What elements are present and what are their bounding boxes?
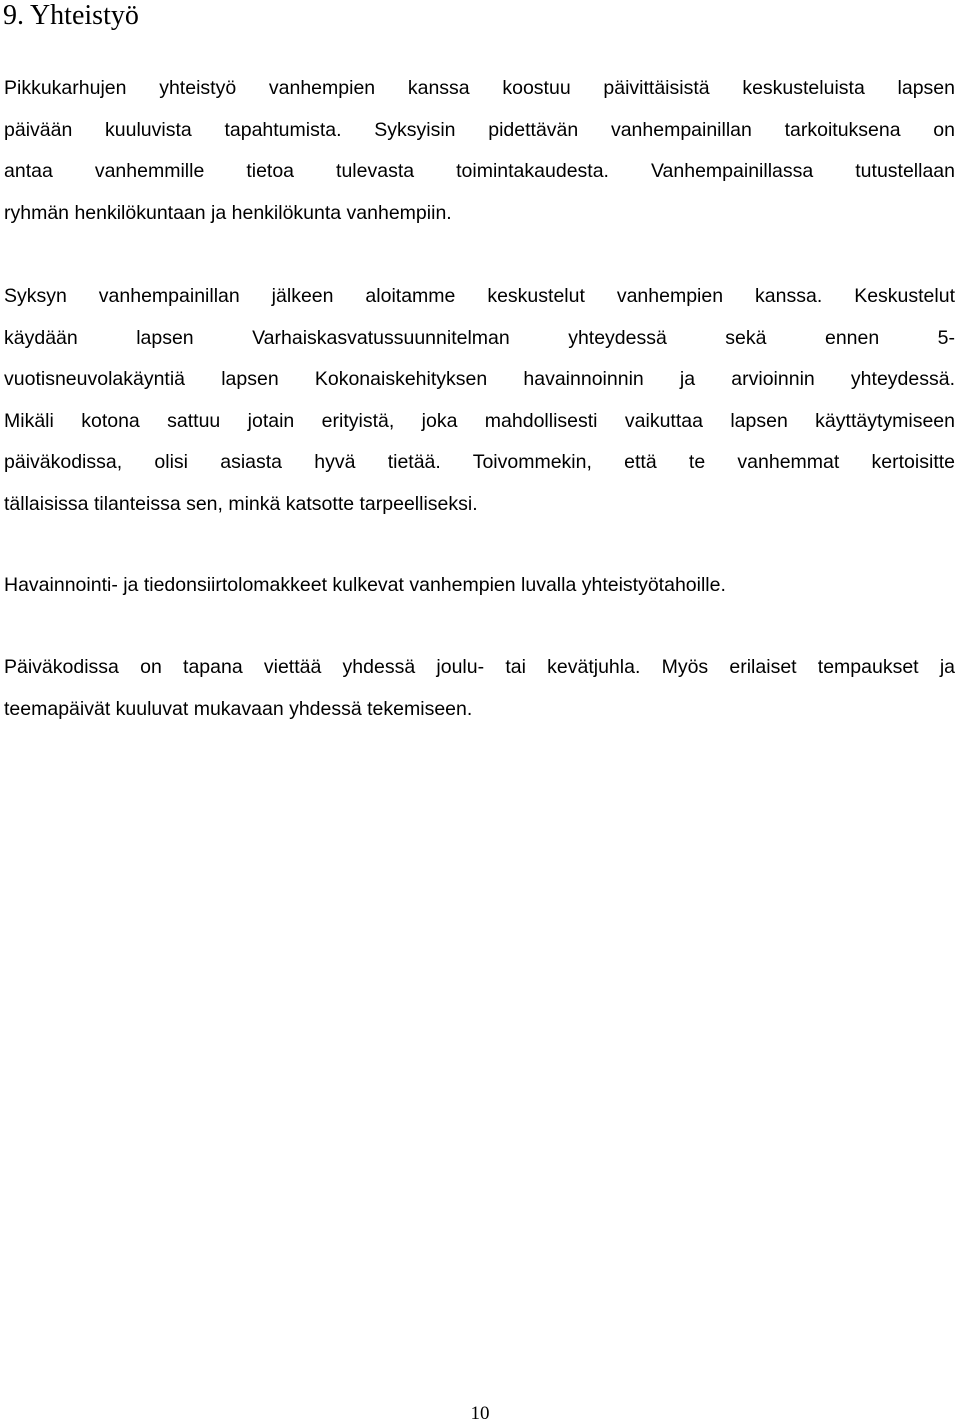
page-number: 10 (470, 1403, 490, 1424)
text-line: teemapäivät kuuluvat mukavaan yhdessä tekemiseen. (4, 697, 473, 720)
text-line: Havainnointi- ja tiedonsiirtolomakkeet kulkevat vanhempien luvalla yhteistyötahoille. (4, 574, 726, 596)
text-line: käydään lapsen Varhaiskasvatussuunnitelman yhteydessä sekä ennen 5- (4, 326, 955, 349)
text-line: antaa vanhemmille tietoa tulevasta toimintakaudesta. Vanhempainillassa tutustellaan (4, 160, 955, 182)
text-line: päiväkodissa, olisi asiasta hyvä tietää. Toivommekin, että te vanhemmat kertoisitte (4, 451, 955, 473)
paragraph-celebrations (4, 647, 955, 730)
text-line: vuotisneuvolakäyntiä lapsen Kokonaiskehityksen havainnoinnin ja arvioinnin yhteydessä. (4, 368, 955, 390)
paragraph-cooperation-intro (4, 68, 955, 234)
paragraph-discussions (4, 276, 955, 525)
text-line: Pikkukarhujen yhteistyö vanhempien kanssa koostuu päivittäisistä keskusteluista lapsen (4, 77, 955, 99)
text-line: päivään kuuluvista tapahtumista. Syksyisin pidettävän vanhempainillan tarkoituksena on (4, 118, 955, 141)
paragraph-forms (4, 565, 955, 607)
text-line: Mikäli kotona sattuu jotain erityistä, joka mahdollisesti vaikuttaa lapsen käyttäytymiseen (4, 409, 955, 432)
text-line: tällaisissa tilanteissa sen, minkä katsotte tarpeelliseksi. (4, 492, 478, 515)
section-heading: 9. Yhteistyö (3, 0, 139, 31)
text-line: Päiväkodissa on tapana viettää yhdessä joulu- tai kevätjuhla. Myös erilaiset tempaukset ja (4, 656, 955, 678)
text-line: Syksyn vanhempainillan jälkeen aloitamme keskustelut vanhempien kanssa. Keskustelut (4, 285, 955, 307)
text-line: ryhmän henkilökuntaan ja henkilökunta vanhempiin. (4, 201, 452, 224)
